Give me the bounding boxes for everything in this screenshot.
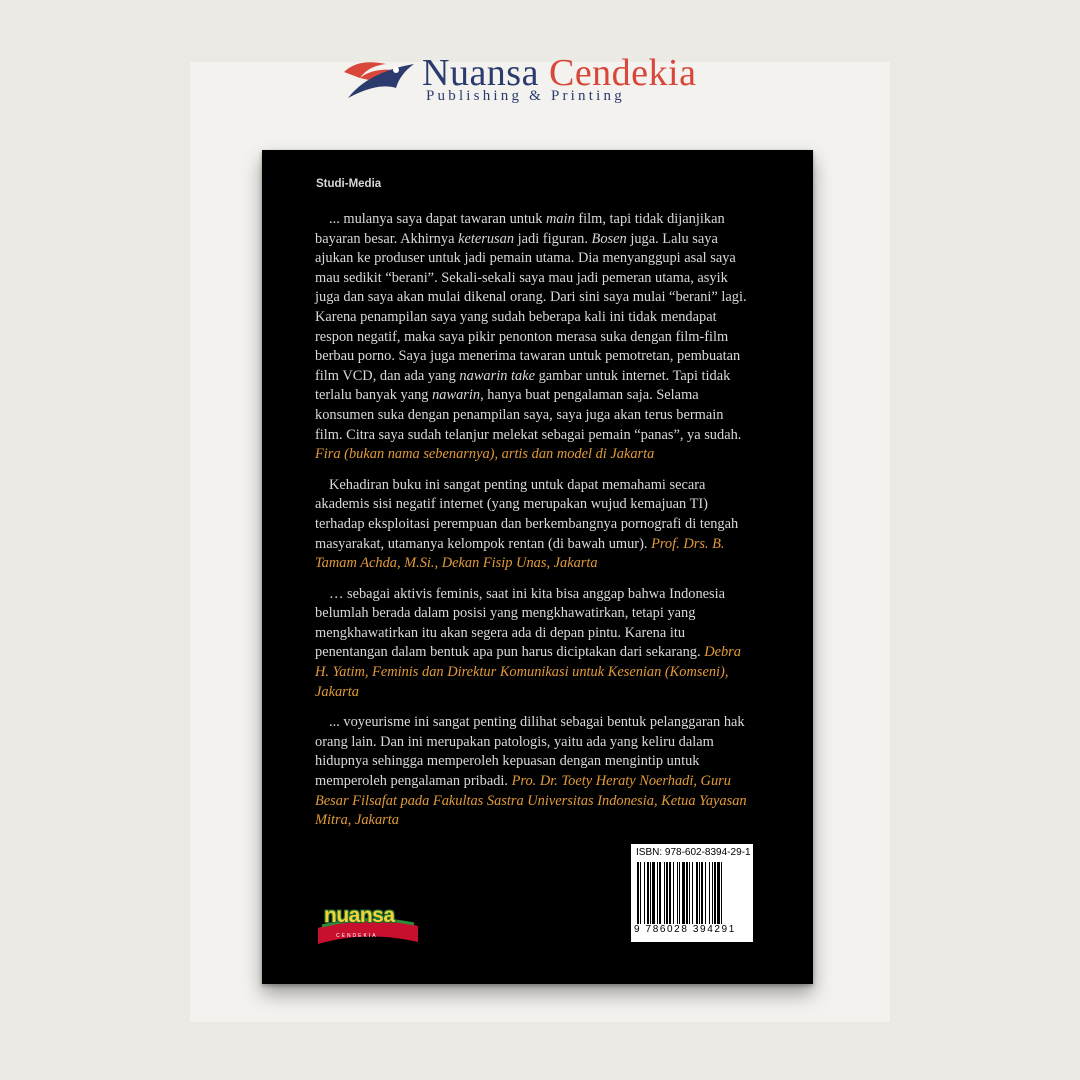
quote-text: , hanya buat pengalaman saja. Selama konsumen suka dengan penampilan saya, saya juga akan terus bermain film. Citra saya sudah telanjur melekat sebagai pemain “panas”, ya sudah. [315,387,742,443]
barcode-bar [721,862,722,924]
imprint-tagline: CENDEKIA [336,933,378,939]
barcode-bar [692,862,693,924]
barcode-bar [664,862,665,924]
quote-attribution: Debra H. Yatim, Feminis dan Direktur Komunikasi untuk Kesenian (Komseni), Jakarta [315,644,741,700]
publisher-mark-icon [338,52,418,104]
isbn-text: ISBN: 978-602-8394-29-1 [636,847,751,858]
barcode-bar [699,862,700,924]
quote-text: ... mulanya saya dapat tawaran untuk [329,211,546,227]
quote-attribution: Pro. Dr. Toety Heraty Noerhadi, Guru Besar Filsafat pada Fakultas Sastra Universitas Indonesia, Ketua Yayasan Mitra, Jakarta [315,773,747,829]
quote-text: Kehadiran buku ini sangat penting untuk dapat memahami secara akademis sisi negatif internet (yang merupakan wujud kemajuan TI) terhadap eksploitasi perempuan dan berkembangnya pornografi di tengah masyarakat, utamanya kelompok rentan (di bawah umur). [315,476,739,552]
barcode-bar [714,862,716,924]
quote-text: film, tapi tidak dijanjikan bayaran besar. Akhirnya [315,211,725,247]
quote-attribution: Fira (bukan nama sebenarnya), artis dan model di Jakarta [315,446,655,463]
barcode-bar [644,862,645,924]
barcode-bar [650,862,651,924]
quote-text: Bosen [591,230,627,247]
barcode-bar [673,862,674,924]
barcode-bar [652,862,655,924]
quote-text: keterusan [458,230,515,247]
blurb-paragraph [315,585,753,703]
blurb-text [315,210,753,842]
barcode-bar [666,862,668,924]
barcode-bar [637,862,639,924]
imprint-name: nuansa [324,904,395,927]
barcode-bar [679,862,680,924]
book-back-cover [262,150,813,984]
quote-text: gambar untuk internet. Tapi tidak terlalu banyak yang [315,367,731,404]
publisher-name-part2: Cendekia [548,52,697,94]
blurb-paragraph [315,210,753,465]
quote-text: main [545,211,575,227]
publisher-tagline: Publishing & Printing [426,88,625,104]
barcode-bar [712,862,713,924]
publisher-name-part1: Nuansa [422,52,549,94]
barcode-bar [709,862,710,924]
barcode-bars [637,862,749,924]
barcode-bar [717,862,720,924]
publisher-logo [338,50,748,110]
barcode-bar [657,862,658,924]
quote-text: jadi figuran. [514,230,592,247]
barcode-bar [686,862,688,924]
series-label: Studi-Media [316,178,382,190]
quote-text: nawarin take [459,367,535,384]
barcode-bar [640,862,641,924]
imprint-logo [316,902,420,948]
quote-attribution: Prof. Drs. B. Tamam Achda, M.Si., Dekan Fisip Unas, Jakarta [315,535,725,572]
quote-text: ... voyeurisme ini sangat penting dilihat sebagai bentuk pelanggaran hak orang lain. Dan ini merupakan patologis, yaitu ada yang keliru dalam hidupnya sehingga memperoleh kepuasan dengan mengintip untuk memperoleh pengalaman pribadi. [315,714,745,790]
barcode-bar [696,862,698,924]
quote-text: … sebagai aktivis feminis, saat ini kita bisa anggap bahwa Indonesia belumlah berada dalam posisi yang mengkhawatirkan, tetapi yang mengkhawatirkan itu akan segera ada di depan pintu. Karena itu penentangan dalam bentuk apa pun harus diciptakan dari sekarang. [315,585,726,661]
quote-text: nawarin [432,387,481,404]
barcode-label [631,844,753,942]
barcode-bar [659,862,661,924]
barcode-bar [647,862,649,924]
blurb-paragraph [315,476,753,574]
barcode-digits: 9 786028 394291 [634,924,736,935]
blurb-paragraph [315,713,753,831]
barcode-bar [701,862,703,924]
quote-text: juga. Lalu saya ajukan ke produser untuk jadi pemain utama. Dia menyanggupi asal saya mau sedikit “berani”. Sekali-sekali saya mau jadi pemeran utama, asyik juga dan saya akan mulai dikenal orang. Dari sini saya mulai “berani” lagi. Karena penampilan saya yang sudah beberapa kali ini tidak mendapat respon negatif, maka saya pikir penonton merasa suka dengan film-film berbau porno. Saya juga menerima tawaran untuk pemotretan, pembuatan film VCD, dan ada yang [315,230,747,384]
barcode-bar [682,862,685,924]
barcode-bar [669,862,671,924]
barcode-bar [705,862,706,924]
barcode-bar [677,862,678,924]
barcode-bar [689,862,690,924]
